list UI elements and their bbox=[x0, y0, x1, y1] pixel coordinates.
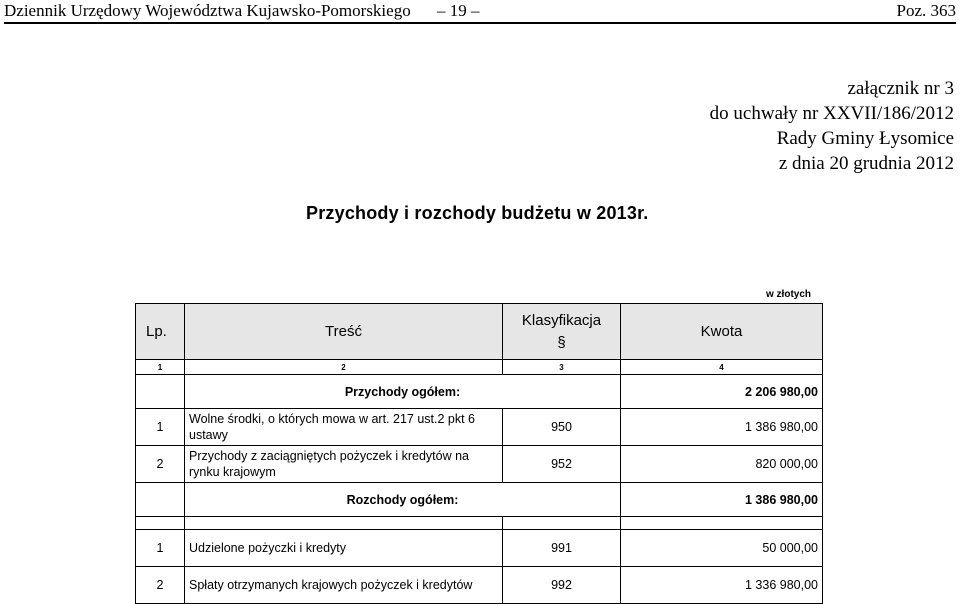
header-paragraph-sign: § bbox=[557, 333, 566, 351]
journal-title: Dziennik Urzędowy Województwa Kujawsko-Pomorskiego bbox=[4, 1, 411, 20]
column-number: 2 bbox=[185, 360, 503, 375]
row-lp: 1 bbox=[136, 530, 185, 567]
page-number: – 19 – bbox=[437, 1, 480, 20]
column-number: 3 bbox=[503, 360, 621, 375]
header-tresc: Treść bbox=[185, 304, 503, 360]
row-code: 992 bbox=[503, 567, 621, 604]
row-amount: 1 336 980,00 bbox=[621, 567, 823, 604]
expense-total-row bbox=[136, 483, 823, 517]
document-title: Przychody i rozchody budżetu w 2013r. bbox=[306, 203, 649, 223]
column-numbering-row bbox=[136, 360, 823, 375]
attachment-line: z dnia 20 grudnia 2012 bbox=[778, 153, 954, 174]
row-lp: 1 bbox=[136, 409, 185, 446]
income-total-amount: 2 206 980,00 bbox=[621, 375, 823, 409]
income-total-row bbox=[136, 375, 823, 409]
table-header-row bbox=[136, 304, 823, 360]
table-row bbox=[136, 409, 823, 446]
page-header bbox=[4, 0, 956, 24]
column-number: 1 bbox=[136, 360, 185, 375]
attachment-line: załącznik nr 3 bbox=[847, 78, 954, 99]
row-amount: 50 000,00 bbox=[621, 530, 823, 567]
column-number: 4 bbox=[621, 360, 823, 375]
attachment-note bbox=[710, 76, 954, 176]
row-lp: 2 bbox=[136, 446, 185, 483]
income-total-label: Przychody ogółem: bbox=[185, 375, 621, 409]
position-number: Poz. 363 bbox=[896, 1, 956, 20]
expense-total-label: Rozchody ogółem: bbox=[185, 483, 621, 517]
row-code: 952 bbox=[503, 446, 621, 483]
row-text: Udzielone pożyczki i kredyty bbox=[185, 530, 503, 567]
table-row bbox=[136, 446, 823, 483]
row-amount: 820 000,00 bbox=[621, 446, 823, 483]
header-klasyfikacja-label: Klasyfikacja bbox=[521, 311, 602, 329]
row-code: 991 bbox=[503, 530, 621, 567]
attachment-line: Rady Gminy Łysomice bbox=[776, 128, 954, 149]
table-row bbox=[136, 567, 823, 604]
currency-unit: w złotych bbox=[766, 289, 812, 300]
row-amount: 1 386 980,00 bbox=[621, 409, 823, 446]
header-klasyfikacja bbox=[503, 304, 621, 360]
table-row bbox=[136, 530, 823, 567]
attachment-line: do uchwały nr XXVII/186/2012 bbox=[709, 103, 954, 124]
row-text: Wolne środki, o których mowa w art. 217 ust.2 pkt 6 ustawy bbox=[185, 409, 503, 446]
budget-table bbox=[135, 303, 823, 604]
spacer-row bbox=[136, 517, 823, 530]
row-lp: 2 bbox=[136, 567, 185, 604]
expense-total-amount: 1 386 980,00 bbox=[621, 483, 823, 517]
header-lp: Lp. bbox=[136, 304, 185, 360]
header-kwota: Kwota bbox=[621, 304, 823, 360]
row-text: Spłaty otrzymanych krajowych pożyczek i kredytów bbox=[185, 567, 503, 604]
row-text: Przychody z zaciągniętych pożyczek i kredytów na rynku krajowym bbox=[185, 446, 503, 483]
row-code: 950 bbox=[503, 409, 621, 446]
